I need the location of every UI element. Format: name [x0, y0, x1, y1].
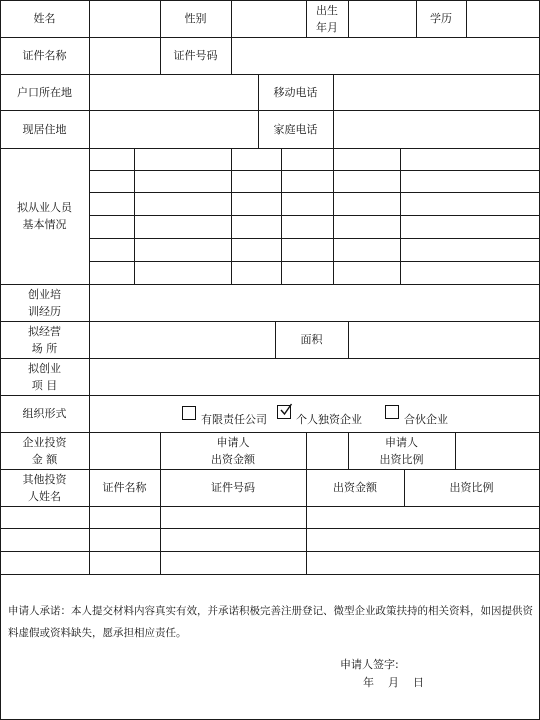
- birth-date-field[interactable]: [349, 1, 416, 37]
- checkmark-icon: [279, 403, 293, 417]
- current-address-label: 现居住地: [22, 122, 67, 136]
- applicant-ratio-label: 申请人 出资比例: [379, 435, 424, 466]
- table-row[interactable]: [1, 552, 539, 574]
- gender-field[interactable]: [232, 1, 306, 37]
- llc-option-label: 有限责任公司: [201, 413, 267, 426]
- education-label: 学历: [430, 12, 452, 25]
- mobile-phone-label: 移动电话: [273, 85, 318, 99]
- premises-field[interactable]: [90, 322, 275, 358]
- applicant-amount-label: 申请人 出资金额: [211, 435, 255, 466]
- premises-label: 拟经营 场 所: [28, 324, 61, 355]
- household-field[interactable]: [90, 75, 258, 110]
- partnership-option-label: 合伙企业: [404, 413, 448, 426]
- table-row[interactable]: [1, 529, 539, 551]
- signature-label: 申请人签字:: [340, 658, 399, 671]
- grid-line: [0, 574, 540, 575]
- education-field[interactable]: [467, 1, 539, 37]
- applicant-ratio-field[interactable]: [456, 433, 539, 469]
- applicant-amount-field[interactable]: [307, 433, 348, 469]
- sole-proprietorship-checkbox[interactable]: [277, 405, 291, 419]
- sole-proprietorship-option-label: 个人独资企业: [296, 413, 362, 426]
- column-header-id-type: 证件名称: [102, 481, 147, 494]
- gender-label: 性别: [184, 12, 207, 25]
- investment-amount-field[interactable]: [90, 433, 160, 469]
- column-header-id-number: 证件号码: [211, 481, 255, 494]
- column-header-amount: 出资金额: [333, 481, 377, 494]
- training-field[interactable]: [90, 285, 539, 321]
- employees-label: 拟从业人员 基本情况: [17, 201, 72, 231]
- household-label: 户口所在地: [17, 85, 72, 99]
- project-field[interactable]: [90, 359, 539, 395]
- home-phone-field[interactable]: [334, 111, 539, 148]
- area-label: 面积: [300, 333, 323, 346]
- name-label: 姓名: [33, 12, 56, 25]
- area-field[interactable]: [349, 322, 539, 358]
- birth-date-label: 出生 年月: [316, 3, 338, 34]
- partnership-checkbox[interactable]: [385, 405, 399, 419]
- name-field[interactable]: [90, 1, 160, 37]
- mobile-phone-field[interactable]: [334, 75, 539, 110]
- employees-grid[interactable]: [90, 149, 539, 284]
- id-number-label: 证件号码: [173, 49, 218, 62]
- investment-amount-label: 企业投资 金 额: [22, 435, 67, 466]
- training-label: 创业培 训经历: [28, 287, 61, 318]
- current-address-field[interactable]: [90, 111, 258, 148]
- id-type-label: 证件名称: [22, 49, 67, 62]
- other-investors-label: 其他投资 人姓名: [22, 472, 67, 503]
- id-number-field[interactable]: [232, 38, 539, 74]
- home-phone-label: 家庭电话: [273, 122, 318, 136]
- table-row[interactable]: [1, 507, 539, 528]
- org-form-label: 组织形式: [22, 407, 67, 420]
- llc-checkbox[interactable]: [182, 406, 196, 420]
- column-header-ratio: 出资比例: [449, 481, 494, 494]
- signature-date: 年 月 日: [363, 676, 424, 689]
- project-label: 拟创业 项 目: [28, 361, 61, 392]
- pledge-text: 申请人承诺：本人提交材料内容真实有效，并承诺积极完善注册登记、微型企业政策扶持的相关资料，如因提供资料虚假或资料缺失，愿承担相应责任。: [8, 605, 533, 639]
- id-type-field[interactable]: [90, 38, 160, 74]
